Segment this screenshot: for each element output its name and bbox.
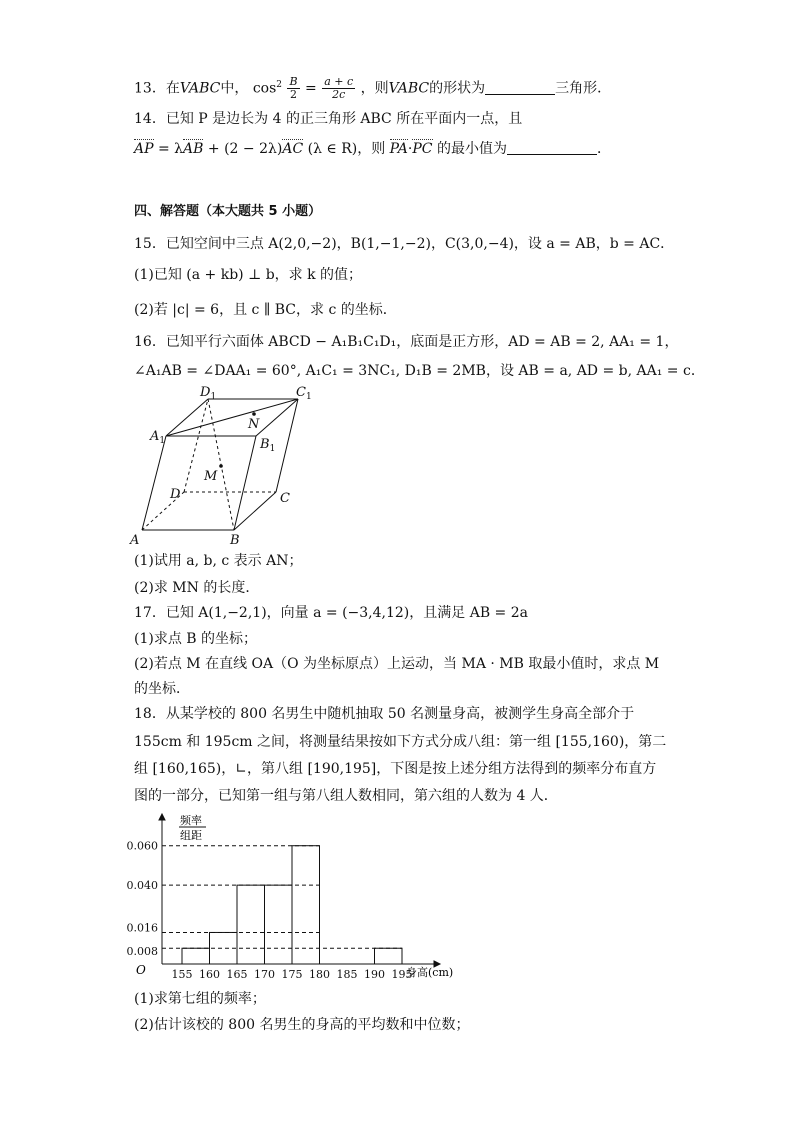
question-18-line2: 155cm 和 195cm 之间，将测量结果按如下方式分成八组：第一组 [155,160)，第二	[134, 734, 667, 750]
label-B1: $B_1$	[260, 437, 276, 454]
question-14-line2: AP = λAB + (2 − 2λ)AC (λ ∈ R)，则 PA·PC 的最小值为 ．	[134, 141, 611, 157]
question-15-part2: (2)若 |c| = 6，且 c ∥ BC，求 c 的坐标．	[134, 302, 397, 318]
section-heading: 四、解答题（本大题共 5 小题）	[134, 204, 322, 219]
question-16-part2: (2)求 MN 的长度．	[134, 580, 260, 596]
question-14-line1: 14．已知 P 是边长为 4 的正三角形 ABC 所在平面内一点，且	[134, 111, 523, 127]
y-tick-label: 0.060	[126, 839, 158, 853]
q13-fraction-b: $\frac{B}{2}$	[289, 75, 298, 102]
q13-answer-blank[interactable]	[485, 80, 555, 95]
q13-cos: cos	[252, 80, 277, 97]
q13-sup: 2	[276, 80, 283, 90]
question-18-line4: 图的一部分，已知第一组与第八组人数相同，第六组的人数为 4 人．	[134, 788, 558, 804]
edge-BB1	[234, 436, 256, 530]
q13-fraction-ac: $\frac{a + c}{2c}$	[324, 75, 354, 102]
histogram-bar-4	[292, 846, 320, 964]
question-13	[134, 76, 611, 101]
x-tick-label: 190	[364, 968, 385, 981]
question-17-part1: (1)求点 B 的坐标；	[134, 631, 258, 647]
origin-label: O	[136, 963, 146, 977]
y-label-top: 频率	[180, 814, 202, 827]
label-D1: $D_1$	[200, 385, 217, 402]
x-tick-label: 195	[391, 968, 413, 981]
question-17-part2-cont: 的坐标．	[134, 681, 190, 697]
parallelepiped-figure	[130, 384, 324, 550]
q13-number: 13．	[134, 80, 166, 97]
point-N	[252, 412, 256, 416]
question-15-part1: (1)已知 (a + kb) ⊥ b，求 k 的值；	[134, 267, 363, 283]
edge-BC	[234, 492, 276, 530]
label-A: A	[130, 533, 140, 548]
frequency-histogram	[126, 812, 454, 984]
y-axis-arrow	[159, 814, 165, 820]
question-18-line3: 组 [160,165)，∟，第八组 [190,195]，下图是按上述分组方法得到的频率分布直方	[134, 761, 657, 777]
x-tick-label: 155	[171, 968, 193, 981]
y-label-bottom: 组距	[180, 829, 202, 842]
label-C: C	[280, 491, 290, 506]
point-M	[219, 464, 223, 468]
label-M: M	[204, 469, 218, 484]
q13-triangle: VABC	[179, 80, 221, 97]
diagonal-A1C1	[166, 399, 298, 436]
question-18-part1: (1)求第七组的频率；	[134, 991, 266, 1007]
label-C1: $C_1$	[296, 385, 312, 402]
x-axis-label: 身高(cm)	[406, 966, 454, 979]
x-tick-label: 185	[336, 968, 358, 981]
y-tick-label: 0.040	[126, 879, 158, 893]
q13-text: 在	[165, 80, 180, 97]
histogram-bar-3	[265, 885, 293, 964]
q13-equals: =	[305, 80, 317, 97]
q13-text: 三角形．	[555, 80, 612, 97]
question-18-line1: 18．从某学校的 800 名男生中随机抽取 50 名测量身高，被测学生身高全部介于	[134, 706, 635, 722]
q13-text: 的形状为	[429, 80, 486, 97]
question-15-line1: 15．已知空间中三点 A(2,0,−2)，B(1,−1,−2)，C(3,0,−4)，设 a = AB，b = AC．	[134, 236, 675, 252]
q14-answer-blank[interactable]	[507, 140, 597, 155]
y-tick-label: 0.008	[126, 945, 158, 959]
x-tick-label: 170	[254, 968, 275, 981]
edge-CC1	[276, 399, 298, 492]
histogram-bar-5	[375, 948, 403, 964]
x-tick-label: 165	[226, 968, 248, 981]
label-N: N	[248, 417, 260, 432]
histogram-bar-2	[237, 885, 265, 964]
q13-text: ，则	[360, 80, 389, 97]
q13-triangle: VABC	[388, 80, 430, 97]
q13-text: 中，	[220, 80, 249, 97]
x-tick-label: 160	[199, 968, 220, 981]
x-tick-label: 180	[309, 968, 330, 981]
label-B: B	[230, 533, 240, 548]
label-D: D	[170, 487, 181, 502]
x-tick-label: 175	[281, 968, 303, 981]
label-A1: $A_1$	[150, 429, 166, 446]
question-16-part1: (1)试用 a, b, c 表示 AN；	[134, 553, 303, 569]
question-18-part2: (2)估计该校的 800 名男生的身高的平均数和中位数；	[134, 1017, 470, 1033]
edge-AA1	[142, 436, 166, 530]
question-16-line2: ∠A₁AB = ∠DAA₁ = 60°, A₁C₁ = 3NC₁, D₁B = 2MB，设 AB = a, AD = b, AA₁ = c．	[134, 363, 705, 379]
question-17-line1: 17．已知 A(1,−2,1)，向量 a = (−3,4,12)，且满足 AB = 2a	[134, 605, 528, 621]
histogram-bar-0	[182, 948, 210, 964]
y-tick-label: 0.016	[126, 921, 158, 935]
question-16-line1: 16．已知平行六面体 ABCD − A₁B₁C₁D₁，底面是正方形，AD = AB = 2, AA₁ = 1，	[134, 334, 679, 350]
question-17-part2: (2)若点 M 在直线 OA（O 为坐标原点）上运动，当 MA · MB 取最小值时，求点 M	[134, 656, 660, 672]
